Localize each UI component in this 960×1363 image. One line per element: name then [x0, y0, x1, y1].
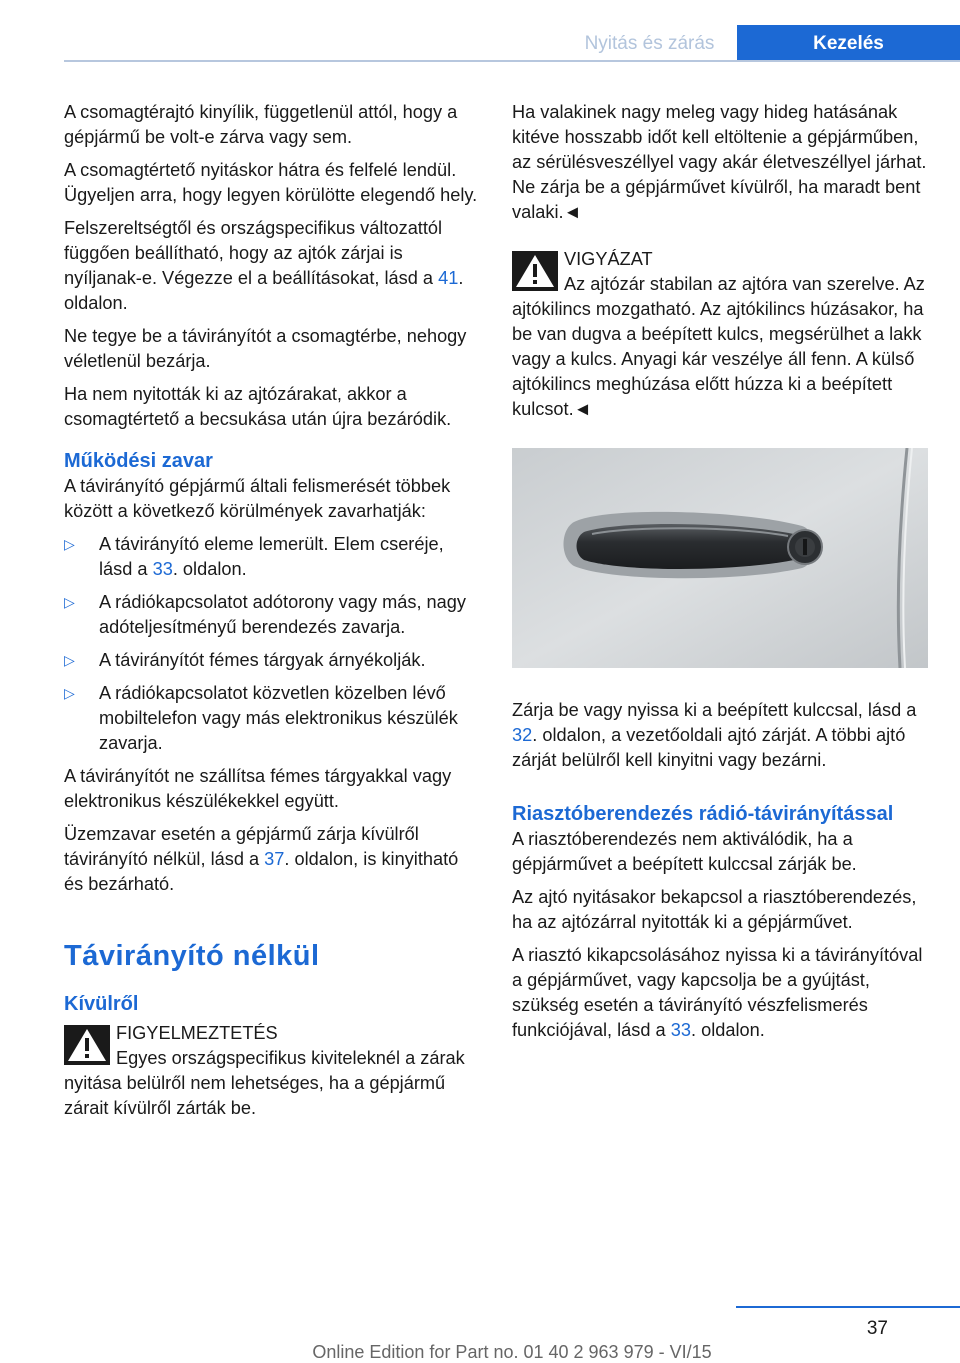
text: A rádiókapcsolatot adótorony vagy más, nagy adóteljesítményű berendezés zavarja. — [99, 592, 466, 637]
caution-text: Az ajtózár stabilan az ajtóra van szerelve. Az ajtókilincs mozgatható. Az ajtókilincs húzásakor, ha be van dugva a beépített kulcs, megsérülhet a lakk vagy a kulcs. Anyagi kár veszélye áll fenn. A külső ajtókilincs meghúzása előtt húzza ki a beépített kulcsot.◄ — [512, 274, 925, 419]
triangle-bullet-icon: ▷ — [64, 536, 75, 552]
door-handle-photo — [512, 448, 928, 668]
left-column — [64, 100, 480, 1121]
paragraph — [64, 216, 480, 316]
text: Zárja be vagy nyissa ki a beépített kulccsal, lásd a — [512, 700, 917, 720]
header-tab-kezeles[interactable]: Kezelés — [737, 25, 960, 62]
heading-from-outside: Kívülről — [64, 993, 139, 1015]
page-link-32[interactable]: 32 — [512, 725, 533, 745]
paragraph — [64, 822, 480, 897]
paragraph: A csomagtérajtó kinyílik, függetlenül attól, hogy a gépjármű be volt-e zárva vagy sem. — [64, 102, 458, 147]
warning-title: FIGYELMEZTETÉS — [116, 1023, 278, 1043]
paragraph: A csomagtértető nyitáskor hátra és felfelé lendül. Ügyeljen arra, hogy legyen körülötte elegendő hely. — [64, 160, 478, 205]
header-section-label: Nyitás és zárás — [584, 33, 715, 54]
list-item — [64, 648, 480, 673]
warning-text: Egyes országspecifikus kiviteleknél a zárak nyitása belülről nem lehetséges, ha a gépjármű zárait kívülről zárták be. — [64, 1048, 465, 1118]
paragraph — [512, 943, 928, 1043]
triangle-bullet-icon: ▷ — [64, 594, 75, 610]
text: A távirányítót fémes tárgyak árnyékolják. — [99, 650, 426, 670]
heading-malfunction: Működési zavar — [64, 450, 213, 472]
triangle-bullet-icon: ▷ — [64, 652, 75, 668]
text: A riasztó kikapcsolásához nyissa ki a távirányítóval a gépjárművet, vagy kapcsolja be a gyújtást, szükség esetén a távirányító vészfelismerés funkciójával, lásd a — [512, 945, 923, 1040]
list-item — [64, 532, 480, 582]
caution-title: VIGYÁZAT — [564, 249, 653, 269]
page-link-41[interactable]: 41 — [438, 268, 459, 288]
text: Felszereltségtől és országspecifikus változattól függően beállítható, hogy az ajtók zárjai is nyíljanak-e. Végezze el a beállításokat, lásd a — [64, 218, 443, 288]
paragraph — [512, 698, 928, 773]
paragraph: A riasztóberendezés nem aktiválódik, ha a gépjárművet a beépített kulccsal zárják be. — [512, 829, 857, 874]
footer-rule — [736, 1306, 960, 1308]
page-number: 37 — [866, 1318, 888, 1339]
text: . oldalon, a vezetőoldali ajtó zárját. A többi ajtó zárját belülről kell kinyitni vagy bezárni. — [512, 725, 906, 770]
heading-alarm-system: Riasztóberendezés rádió-távirányítással — [512, 803, 894, 825]
right-column — [512, 100, 928, 1051]
text: . oldalon. — [172, 559, 247, 579]
text: A távirányító eleme lemerült. Elem cseréje, lásd a — [99, 534, 444, 579]
header-rule — [64, 60, 960, 62]
caution-icon — [512, 251, 558, 291]
text: Üzemzavar esetén a gépjármű zárja kívülről távirányító nélkül, lásd a — [64, 824, 419, 869]
paragraph: A távirányító gépjármű általi felismerését többek között a következő körülmények zavarhatják: — [64, 476, 451, 521]
warning-icon — [64, 1025, 110, 1065]
page-link-33[interactable]: 33 — [670, 1020, 691, 1040]
text: . oldalon. — [690, 1020, 765, 1040]
page-link-33[interactable]: 33 — [152, 559, 173, 579]
paragraph: Ha nem nyitották ki az ajtózárakat, akkor a csomagtértető a becsukása után újra bezáródik. — [64, 384, 452, 429]
footer-edition: Online Edition for Part no. 01 40 2 963 979 - VI/15 — [312, 1342, 712, 1362]
bullet-list — [64, 532, 480, 756]
paragraph: Ha valakinek nagy meleg vagy hideg hatásának kitéve hosszabb időt kell eltöltenie a gépjárműben, az sérülésveszéllyel vagy akár életveszéllyel járhat. Ne zárja be a gépjárművet kívülről, ha maradt bent valaki.◄ — [512, 102, 927, 222]
heading-without-remote: Távirányító nélkül — [64, 940, 320, 972]
caution-box — [512, 247, 928, 422]
list-item — [64, 681, 480, 756]
paragraph: A távirányítót ne szállítsa fémes tárgyakkal vagy elektronikus készülékekkel együtt. — [64, 766, 452, 811]
page-link-37[interactable]: 37 — [264, 849, 285, 869]
list-item — [64, 590, 480, 640]
warning-box — [64, 1021, 480, 1121]
text: . oldalon, is kinyitható és bezárható. — [64, 849, 459, 894]
paragraph: Az ajtó nyitásakor bekapcsol a riasztóberendezés, ha az ajtózárral nyitották ki a gépjárművet. — [512, 887, 917, 932]
triangle-bullet-icon: ▷ — [64, 685, 75, 701]
text: . oldalon. — [64, 268, 464, 313]
text: A rádiókapcsolatot közvetlen közelben lévő mobiltelefon vagy más elektronikus készülék zavarja. — [99, 683, 458, 753]
paragraph: Ne tegye be a távirányítót a csomagtérbe, nehogy véletlenül bezárja. — [64, 326, 467, 371]
